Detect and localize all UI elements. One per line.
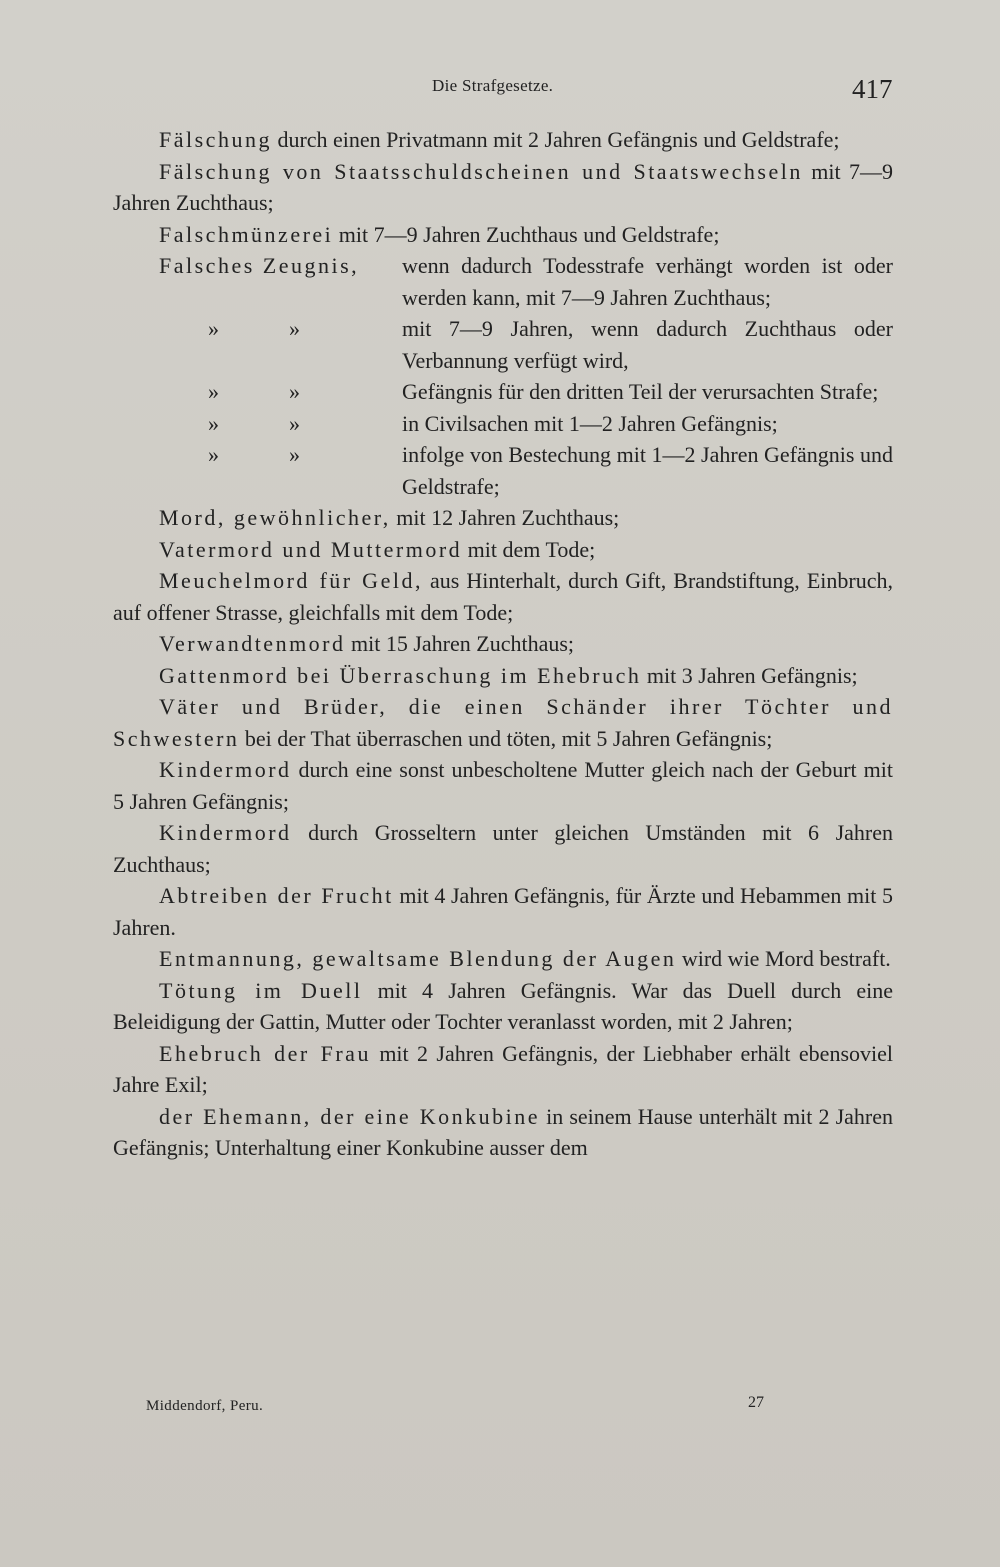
paragraph-mord: Mord, gewöhnlicher, mit 12 Jahren Zuchthaus;: [159, 505, 620, 530]
paragraph-entmannung: Entmannung, gewaltsame Blendung der Augen wird wie Mord bestraft.: [159, 946, 891, 971]
running-head: Die Strafgesetze.: [432, 76, 554, 95]
paragraph-duell: Tötung im Duell mit 4 Jahren Gefängnis. War das Duell durch eine Beleidigung der Gattin, Mutter oder Tochter veranlasst worden, mit 2 Jahren;: [113, 977, 893, 1034]
paragraph-vatermord: Vatermord und Muttermord mit dem Tode;: [159, 536, 596, 562]
paragraph-verwandtenmord: Verwandtenmord mit 15 Jahren Zuchthaus;: [159, 631, 575, 656]
paragraph-staatsschuld: Fälschung von Staatsschuldscheinen und Staatswechseln mit 7—9 Jahren Zuchthaus;: [113, 158, 893, 215]
zeugnis-item: » » Gefängnis für den dritten Teil der verursachten Strafe;: [208, 379, 879, 404]
paragraph-vaeter: Väter und Brüder, die einen Schänder ihrer Töchter und Schwestern bei der That überraschen und töten, mit 5 Jahren Gefängnis;: [113, 694, 893, 751]
paragraph-meuchelmord: Meuchelmord für Geld, aus Hinterhalt, durch Gift, Brandstiftung, Einbruch, auf offener Strasse, gleichfalls mit dem Tode;: [113, 568, 893, 625]
page-body: [113, 124, 893, 1164]
paragraph-faelschung: Fälschung durch einen Privatmann mit 2 Jahren Gefängnis und Geldstrafe;: [159, 127, 840, 152]
paragraph-ehemann: der Ehemann, der eine Konkubine in seinem Hause unterhält mit 2 Jahren Gefängnis; Unterhaltung einer Konkubine ausser dem: [113, 1103, 894, 1160]
paragraph-kindermord: Kindermord durch eine sonst unbescholtene Mutter gleich nach der Geburt mit 5 Jahren Gefängnis;: [113, 757, 893, 814]
paragraph-falschmuenzerei: Falschmünzerei mit 7—9 Jahren Zuchthaus und Geldstrafe;: [159, 221, 720, 247]
sheet-number: 27: [748, 1394, 764, 1411]
signature-mark: Middendorf, Peru.: [146, 1398, 264, 1414]
zeugnis-item: » » infolge von Bestechung mit 1—2 Jahren Gefängnis und Geldstrafe;: [208, 442, 893, 499]
zeugnis-item: » » in Civilsachen mit 1—2 Jahren Gefängnis;: [208, 410, 778, 436]
paragraph-abtreiben: Abtreiben der Frucht mit 4 Jahren Gefängnis, für Ärzte und Hebammen mit 5 Jahren.: [113, 883, 894, 940]
paragraph-ehebruch: Ehebruch der Frau mit 2 Jahren Gefängnis, der Liebhaber erhält ebensoviel Jahre Exil;: [113, 1040, 893, 1097]
paragraph-kindermord-grosseltern: Kindermord durch Grosseltern unter gleichen Umständen mit 6 Jahren Zuchthaus;: [113, 820, 893, 877]
zeugnis-main: Falsches Zeugnis, wenn dadurch Todesstrafe verhängt worden ist oder werden kann, mit 7—9 Jahren Zuchthaus;: [159, 253, 893, 310]
page-number: 417: [852, 74, 893, 104]
paragraph-gattenmord: Gattenmord bei Überraschung im Ehebruch mit 3 Jahren Gefängnis;: [159, 662, 858, 688]
zeugnis-item: » » mit 7—9 Jahren, wenn dadurch Zuchthaus oder Verbannung verfügt wird,: [208, 316, 893, 373]
